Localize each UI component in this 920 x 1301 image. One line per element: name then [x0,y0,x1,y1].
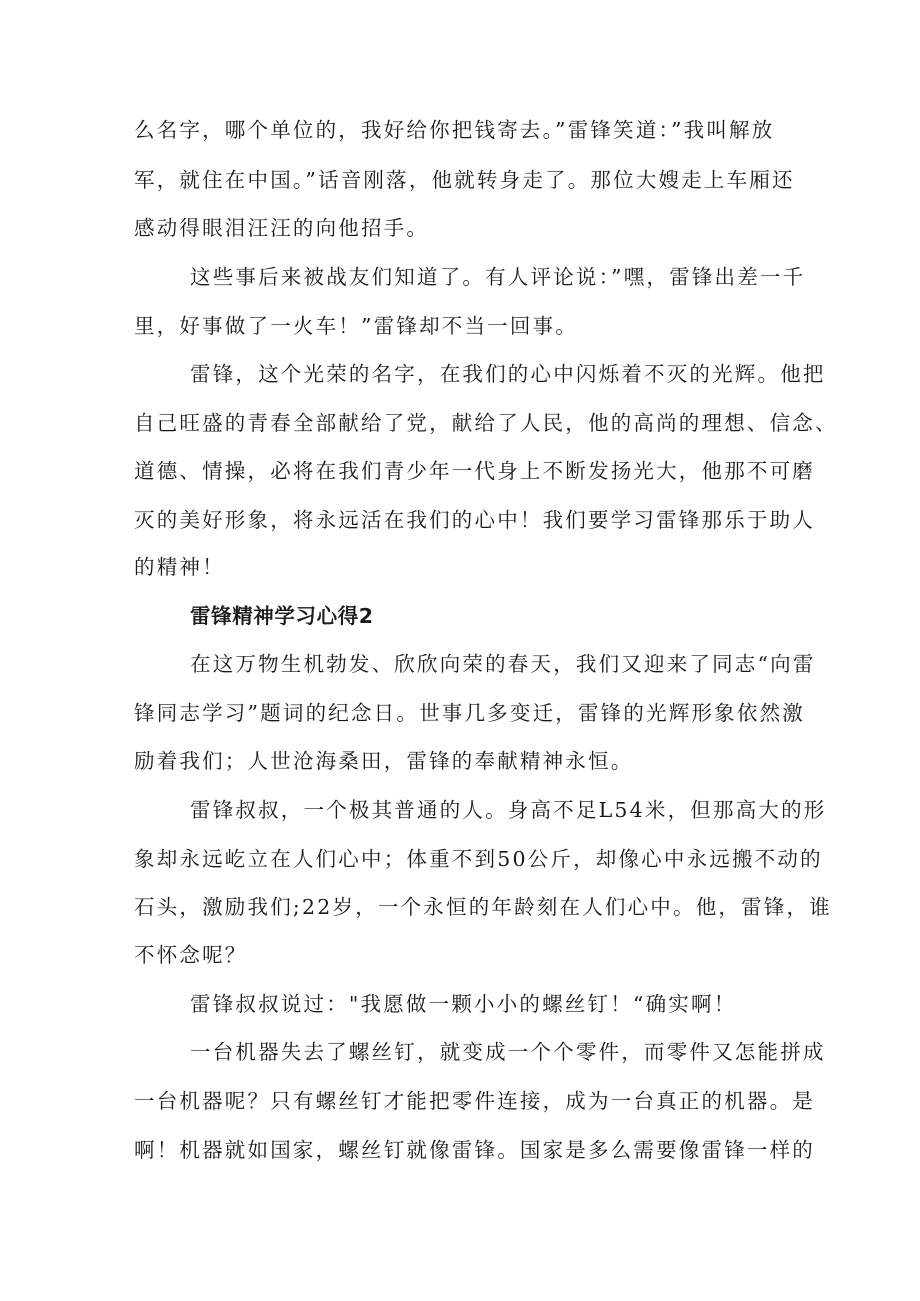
paragraph-line: 雷锋叔叔说过："我愿做一颗小小的螺丝钉！“确实啊！ [190,992,737,1016]
paragraph-line: 雷锋，这个光荣的名字，在我们的心中闪烁着不灭的光辉。他把 [190,362,826,386]
paragraph-line: 锋同志学习”题词的纪念日。世事几多变迁，雷锋的光辉形象依然激 [134,701,805,725]
paragraph-line: 自己旺盛的青春全部献给了党，献给了人民，他的高尚的理想、信念、 [134,411,838,435]
paragraph-line: 里，好事做了一火车！”雷锋却不当一回事。 [134,314,578,338]
paragraph-line: 感动得眼泪汪汪的向他招手。 [134,216,430,240]
paragraph-line: 一台机器失去了螺丝钉，就变成一个个零件，而零件又怎能拼成 [190,1040,826,1064]
paragraph-line: 灭的美好形象，将永远活在我们的心中！我们要学习雷锋那乐于助人 [134,508,815,532]
paragraph-line: 啊！机器就如国家，螺丝钉就像雷锋。国家是多么需要像雷锋一样的 [134,1138,815,1162]
paragraph-line: 军，就住在中国。”话音刚落，他就转身走了。那位大嫂走上车厢还 [134,168,795,192]
section-heading: 雷锋精神学习心得2 [190,604,374,628]
paragraph-line: 的精神！ [134,555,225,579]
paragraph-line: 一台机器呢？只有螺丝钉才能把零件连接，成为一台真正的机器。是 [134,1089,815,1113]
paragraph-line: 石头，激励我们;22岁，一个永恒的年龄刻在人们心中。他，雷锋，谁 [134,895,832,919]
paragraph-line: 雷锋叔叔，一个极其普通的人。身高不足L54米，但那高大的形 [190,798,827,822]
paragraph-line: 这些事后来被战友们知道了。有人评论说：”嘿，雷锋出差一千 [190,265,806,289]
paragraph-line: 励着我们；人世沧海桑田，雷锋的奉献精神永恒。 [134,749,634,773]
paragraph-line: 不怀念呢？ [134,943,248,967]
paragraph-line: 道德、情操，必将在我们青少年一代身上不断发扬光大，他那不可磨 [134,459,815,483]
paragraph-line: 在这万物生机勃发、欣欣向荣的春天，我们又迎来了同志“向雷 [190,652,816,676]
paragraph-line: 象却永远屹立在人们心中；体重不到50公斤，却像心中永远搬不动的 [134,847,823,871]
paragraph-line: 么名字，哪个单位的，我好给你把钱寄去。”雷锋笑道：”我叫解放 [134,118,775,142]
